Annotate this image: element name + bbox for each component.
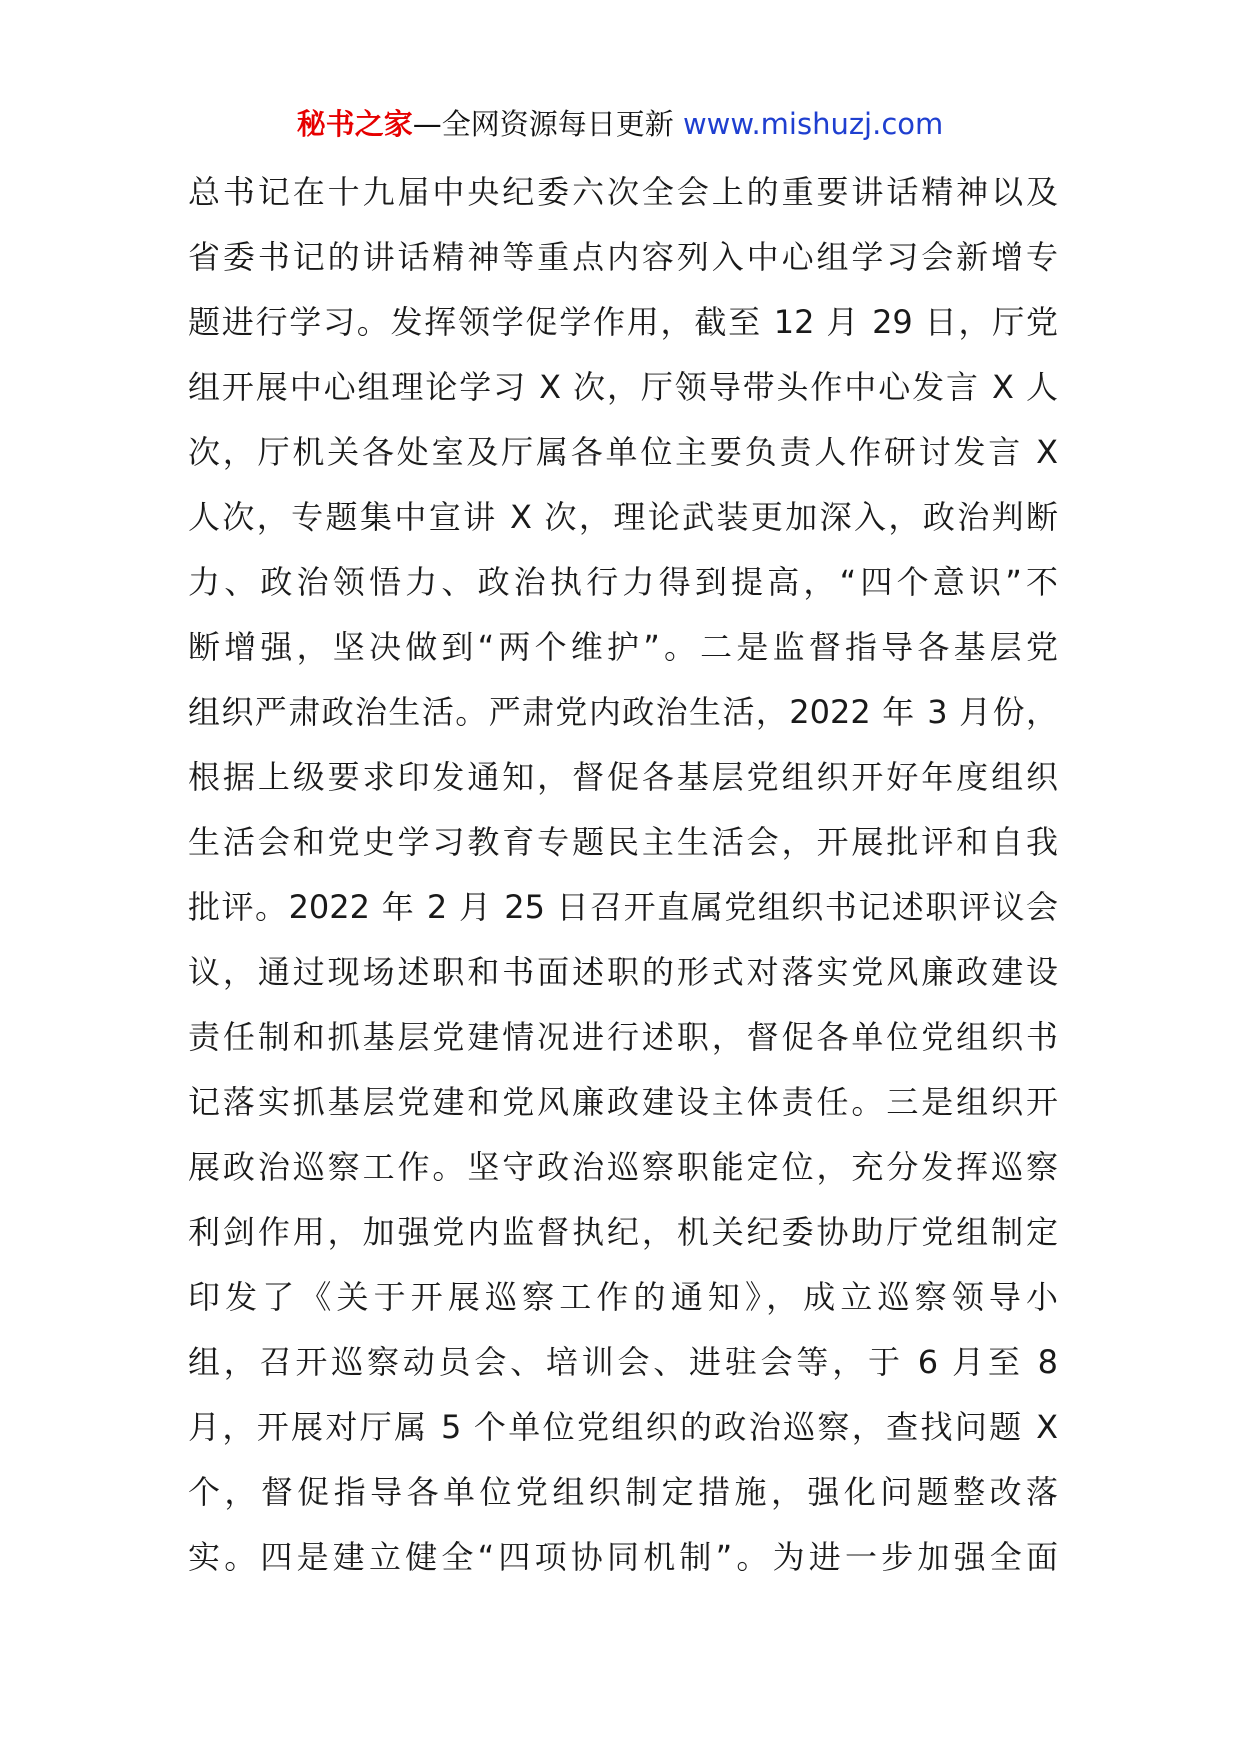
paragraph-line: 根据上级要求印发通知，督促各基层党组织开好年度组织 (188, 758, 1058, 796)
header-tagline: —全网资源每日更新 (412, 107, 674, 141)
paragraph-line: 省委书记的讲话精神等重点内容列入中心组学习会新增专 (188, 238, 1058, 276)
paragraph-line: 总书记在十九届中央纪委六次全会上的重要讲话精神以及 (188, 173, 1058, 211)
paragraph-line: 展政治巡察工作。坚守政治巡察职能定位，充分发挥巡察 (188, 1148, 1058, 1186)
document-body (188, 160, 1058, 1590)
paragraph-line: 组开展中心组理论学习 X 次，厅领导带头作中心发言 X 人 (188, 368, 1058, 406)
paragraph-line: 人次，专题集中宣讲 X 次，理论武装更加深入，政治判断 (188, 498, 1058, 536)
paragraph-line: 生活会和党史学习教育专题民主生活会，开展批评和自我 (188, 823, 1058, 861)
paragraph-line: 组，召开巡察动员会、培训会、进驻会等，于 6 月至 8 (188, 1343, 1058, 1381)
site-url-link[interactable]: www.mishuzj.com (682, 107, 944, 141)
paragraph-line: 断增强，坚决做到“两个维护”。二是监督指导各基层党 (188, 628, 1058, 666)
paragraph-line: 记落实抓基层党建和党风廉政建设主体责任。三是组织开 (188, 1083, 1058, 1121)
paragraph-line: 题进行学习。发挥领学促学作用，截至 12 月 29 日，厅党 (188, 303, 1058, 341)
paragraph-line: 批评。2022 年 2 月 25 日召开直属党组织书记述职评议会 (188, 888, 1058, 926)
paragraph-line: 责任制和抓基层党建情况进行述职，督促各单位党组织书 (188, 1018, 1058, 1056)
paragraph-line: 印发了《关于开展巡察工作的通知》，成立巡察领导小 (188, 1278, 1058, 1316)
paragraph-line: 组织严肃政治生活。严肃党内政治生活，2022 年 3 月份， (188, 693, 1058, 731)
paragraph-line: 议，通过现场述职和书面述职的形式对落实党风廉政建设 (188, 953, 1058, 991)
paragraph-line: 力、政治领悟力、政治执行力得到提高，“四个意识”不 (188, 563, 1058, 601)
paragraph-line: 次，厅机关各处室及厅属各单位主要负责人作研讨发言 X (188, 433, 1058, 471)
paragraph-line: 利剑作用，加强党内监督执纪，机关纪委协助厅党组制定 (188, 1213, 1058, 1251)
site-header (0, 104, 1240, 144)
paragraph-line: 个，督促指导各单位党组织制定措施，强化问题整改落 (188, 1473, 1058, 1511)
paragraph-line: 月，开展对厅属 5 个单位党组织的政治巡察，查找问题 X (188, 1408, 1058, 1446)
brand-name: 秘书之家 (296, 107, 413, 141)
paragraph-line: 实。四是建立健全“四项协同机制”。为进一步加强全面 (188, 1538, 1058, 1576)
